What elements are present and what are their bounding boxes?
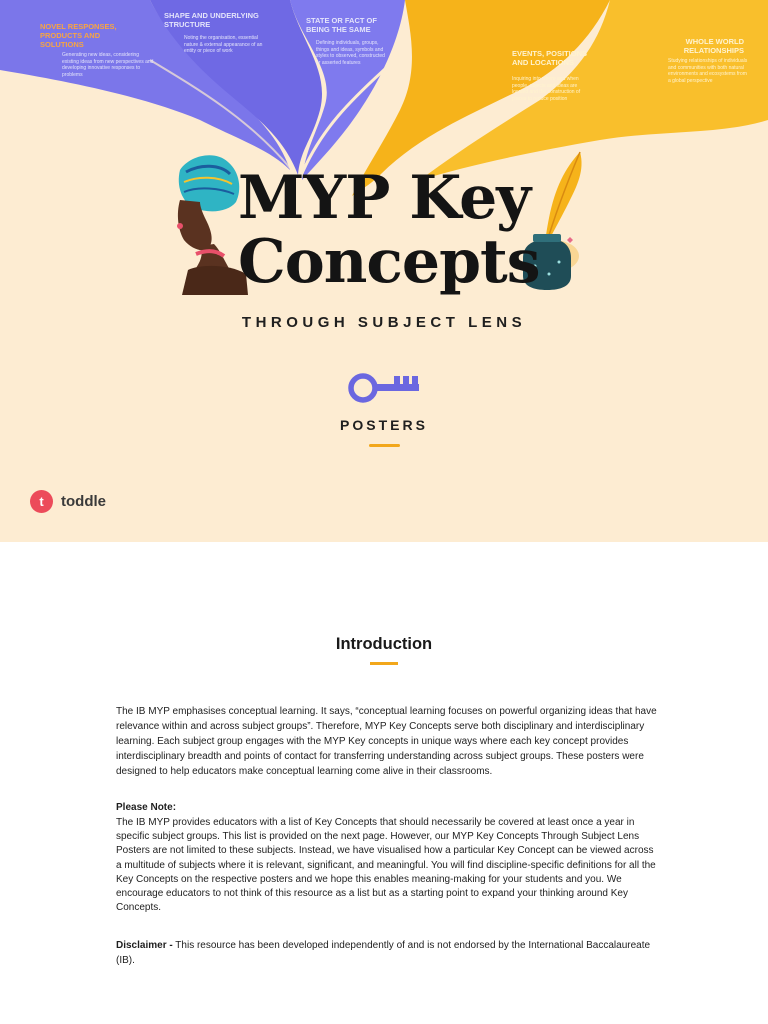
cover-title-line2: Concepts [238,227,540,297]
toddle-logo-text: toddle [61,493,106,510]
cover-title-line1: MYP Key [238,163,531,233]
intro-paragraph-2: The IB MYP provides educators with a list of Key Concepts that should necessarily be covered at least once a year in specific subject groups. This list is provided on the next page. However, our MYP Key Concepts Through Subject Lens Posters are not limited to these subjects. Instead, we have visualised how a particular Key Concept can be viewed across a multitude of subjects where it is relevant, significant, and meaningful. You will find discipline-specific definitions for all the Key Concepts on the respective posters and we hope this enables meaning-making for your students and you. We encourage educators to not think of this resource as a list but as a starting point to expand your thinking around Key Concepts. [116,817,656,914]
disclaimer-paragraph [116,938,661,968]
concept-label-form: SHAPE AND UNDERLYING STRUCTURE [164,11,259,29]
concept-desc-identity: Defining individuals, groups, things and ideas, symbols and styles to observed, constructed or asserted features [316,40,385,66]
concept-label-creativity: NOVEL RESPONSES, PRODUCTS AND SOLUTIONS [40,22,117,49]
introduction-heading: Introduction [335,635,433,653]
concept-desc-creativity: Generating new ideas, considering existing ideas from new perspectives and developing innovative responses to problems [62,52,154,78]
concept-label-identity: STATE OR FACT OF BEING THE SAME [306,16,377,34]
posters-underline [369,444,400,447]
concept-label-global-interactions: WHOLE WORLD RELATIONSHIPS [683,37,744,55]
concept-desc-global-interactions: Studying relationships of individuals and communities with both natural environments and ecosystems from a global perspective [668,58,748,84]
key-icon [348,370,420,406]
toddle-logo [30,490,106,513]
disclaimer-text: This resource has been developed independently of and is not endorsed by the International Baccalaureate (IB). [116,940,651,966]
cover-subtitle: THROUGH SUBJECT LENS [241,314,527,331]
disclaimer-label: Disclaimer - [116,940,173,951]
cover-title [238,163,540,297]
please-note-heading: Please Note: [116,802,177,813]
posters-label: POSTERS [340,417,428,433]
concept-label-time-place-space: EVENTS, POSITIONS AND LOCATIONS [512,49,588,67]
introduction-underline [370,662,398,665]
toddle-logo-mark: t [30,490,53,513]
concept-desc-form: Noting the organisation, essential nature & external appearance of an entity or piece of work [184,35,263,54]
intro-paragraph-1: The IB MYP emphasises conceptual learning. It says, “conceptual learning focuses on powerful organizing ideas that have relevance within and across subject groups”. Therefore, MYP Key Concepts serve both disciplinary and interdisciplinary learning. Each subject group engages with the MYP Key concepts in unique ways where each key concept provides interdisciplinary breadth and points of contact for transferring understanding across subject groups. These posters were designed to help educators make conceptual learning come alive in their classrooms. [116,706,657,777]
concept-desc-time-place-space: Inquiring into where and when people, objects and ideas are located and the construction of places to reduce position [512,76,581,102]
